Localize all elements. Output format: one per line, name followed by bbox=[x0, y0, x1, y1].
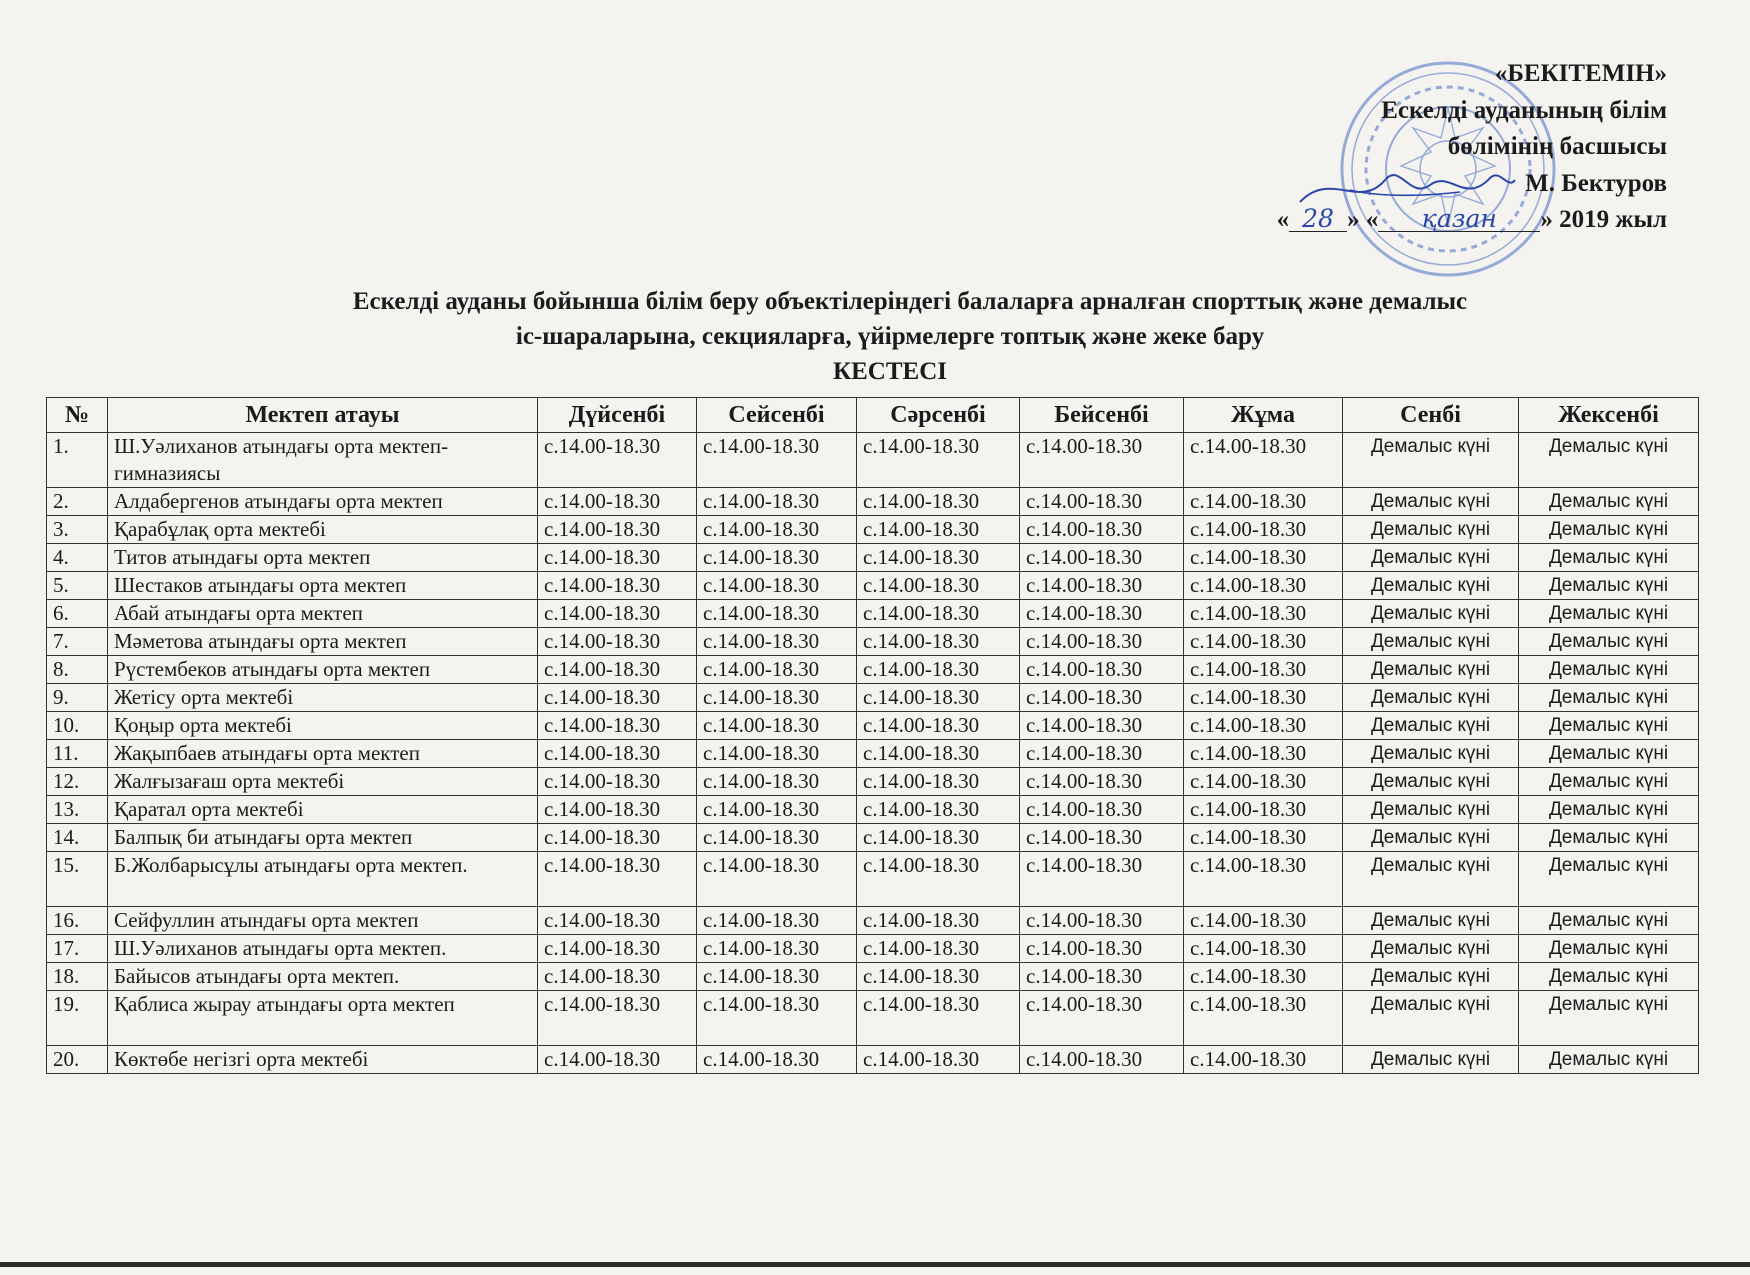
table-row bbox=[47, 768, 1699, 796]
document-title bbox=[0, 284, 1750, 389]
wednesday-time: с.14.00-18.30 bbox=[857, 1046, 1020, 1074]
thursday-time: с.14.00-18.30 bbox=[1020, 712, 1184, 740]
friday-time: с.14.00-18.30 bbox=[1184, 544, 1343, 572]
thursday-time: с.14.00-18.30 bbox=[1020, 824, 1184, 852]
monday-time: с.14.00-18.30 bbox=[538, 991, 697, 1046]
table-row bbox=[47, 1046, 1699, 1074]
thursday-time: с.14.00-18.30 bbox=[1020, 935, 1184, 963]
table-body bbox=[47, 433, 1699, 1074]
thursday-time: с.14.00-18.30 bbox=[1020, 907, 1184, 935]
date-day: 28 bbox=[1289, 207, 1347, 232]
tuesday-time: с.14.00-18.30 bbox=[697, 824, 857, 852]
saturday-status: Демалыс күні bbox=[1343, 907, 1519, 935]
approval-heading: «БЕКІТЕМІН» bbox=[1494, 60, 1667, 87]
tuesday-time: с.14.00-18.30 bbox=[697, 963, 857, 991]
saturday-status: Демалыс күні bbox=[1343, 684, 1519, 712]
row-number: 20. bbox=[47, 1046, 108, 1074]
wednesday-time: с.14.00-18.30 bbox=[857, 572, 1020, 600]
school-name: Шестаков атындағы орта мектеп bbox=[108, 572, 538, 600]
school-name: Қоңыр орта мектебі bbox=[108, 712, 538, 740]
wednesday-time: с.14.00-18.30 bbox=[857, 600, 1020, 628]
saturday-status: Демалыс күні bbox=[1343, 991, 1519, 1046]
school-name: Балпық би атындағы орта мектеп bbox=[108, 824, 538, 852]
school-name: Мәметова атындағы орта мектеп bbox=[108, 628, 538, 656]
table-row bbox=[47, 907, 1699, 935]
wednesday-time: с.14.00-18.30 bbox=[857, 991, 1020, 1046]
tuesday-time: с.14.00-18.30 bbox=[697, 740, 857, 768]
table-row bbox=[47, 433, 1699, 488]
wednesday-time: с.14.00-18.30 bbox=[857, 433, 1020, 488]
monday-time: с.14.00-18.30 bbox=[538, 656, 697, 684]
sunday-status: Демалыс күні bbox=[1519, 712, 1699, 740]
monday-time: с.14.00-18.30 bbox=[538, 768, 697, 796]
wednesday-time: с.14.00-18.30 bbox=[857, 656, 1020, 684]
friday-time: с.14.00-18.30 bbox=[1184, 824, 1343, 852]
title-line-2: іс-шараларына, секцияларға, үйірмелерге топтық және жеке бару bbox=[515, 323, 1265, 350]
saturday-status: Демалыс күні bbox=[1343, 656, 1519, 684]
row-number: 19. bbox=[47, 991, 108, 1046]
sunday-status: Демалыс күні bbox=[1519, 656, 1699, 684]
table-row bbox=[47, 544, 1699, 572]
table-row bbox=[47, 516, 1699, 544]
monday-time: с.14.00-18.30 bbox=[538, 740, 697, 768]
sunday-status: Демалыс күні bbox=[1519, 572, 1699, 600]
school-name: Қаратал орта мектебі bbox=[108, 796, 538, 824]
approval-line-position: бөлімінің басшысы bbox=[1447, 133, 1667, 160]
monday-time: с.14.00-18.30 bbox=[538, 516, 697, 544]
saturday-status: Демалыс күні bbox=[1343, 935, 1519, 963]
header-cell: Сенбі bbox=[1343, 398, 1519, 433]
friday-time: с.14.00-18.30 bbox=[1184, 991, 1343, 1046]
friday-time: с.14.00-18.30 bbox=[1184, 488, 1343, 516]
monday-time: с.14.00-18.30 bbox=[538, 600, 697, 628]
row-number: 13. bbox=[47, 796, 108, 824]
thursday-time: с.14.00-18.30 bbox=[1020, 852, 1184, 907]
row-number: 16. bbox=[47, 907, 108, 935]
friday-time: с.14.00-18.30 bbox=[1184, 935, 1343, 963]
sunday-status: Демалыс күні bbox=[1519, 768, 1699, 796]
header-cell: Жексенбі bbox=[1519, 398, 1699, 433]
monday-time: с.14.00-18.30 bbox=[538, 488, 697, 516]
sunday-status: Демалыс күні bbox=[1519, 544, 1699, 572]
sunday-status: Демалыс күні bbox=[1519, 991, 1699, 1046]
approval-signatory: М. Бектуров bbox=[1525, 169, 1667, 197]
header-cell: Жұма bbox=[1184, 398, 1343, 433]
thursday-time: с.14.00-18.30 bbox=[1020, 991, 1184, 1046]
tuesday-time: с.14.00-18.30 bbox=[697, 712, 857, 740]
friday-time: с.14.00-18.30 bbox=[1184, 433, 1343, 488]
sunday-status: Демалыс күні bbox=[1519, 628, 1699, 656]
sunday-status: Демалыс күні bbox=[1519, 796, 1699, 824]
header-cell: Мектеп атауы bbox=[108, 398, 538, 433]
sunday-status: Демалыс күні bbox=[1519, 852, 1699, 907]
wednesday-time: с.14.00-18.30 bbox=[857, 516, 1020, 544]
wednesday-time: с.14.00-18.30 bbox=[857, 628, 1020, 656]
school-name: Жалғызағаш орта мектебі bbox=[108, 768, 538, 796]
header-cell: Сейсенбі bbox=[697, 398, 857, 433]
school-name: Көктөбе негізгі орта мектебі bbox=[108, 1046, 538, 1074]
tuesday-time: с.14.00-18.30 bbox=[697, 516, 857, 544]
row-number: 3. bbox=[47, 516, 108, 544]
table-header-row bbox=[47, 398, 1699, 433]
school-name: Сейфуллин атындағы орта мектеп bbox=[108, 907, 538, 935]
row-number: 14. bbox=[47, 824, 108, 852]
table-row bbox=[47, 740, 1699, 768]
friday-time: с.14.00-18.30 bbox=[1184, 516, 1343, 544]
title-line-1: Ескелді ауданы бойынша білім беру объектілеріндегі балаларға арналған спорттық және демалыс bbox=[352, 288, 1468, 315]
thursday-time: с.14.00-18.30 bbox=[1020, 656, 1184, 684]
monday-time: с.14.00-18.30 bbox=[538, 824, 697, 852]
thursday-time: с.14.00-18.30 bbox=[1020, 433, 1184, 488]
wednesday-time: с.14.00-18.30 bbox=[857, 907, 1020, 935]
monday-time: с.14.00-18.30 bbox=[538, 712, 697, 740]
friday-time: с.14.00-18.30 bbox=[1184, 907, 1343, 935]
saturday-status: Демалыс күні bbox=[1343, 600, 1519, 628]
tuesday-time: с.14.00-18.30 bbox=[697, 488, 857, 516]
sunday-status: Демалыс күні bbox=[1519, 963, 1699, 991]
table-row bbox=[47, 656, 1699, 684]
sunday-status: Демалыс күні bbox=[1519, 433, 1699, 488]
wednesday-time: с.14.00-18.30 bbox=[857, 796, 1020, 824]
approval-line-department: Ескелді ауданының білім bbox=[1381, 96, 1667, 124]
table-row bbox=[47, 600, 1699, 628]
thursday-time: с.14.00-18.30 bbox=[1020, 963, 1184, 991]
monday-time: с.14.00-18.30 bbox=[538, 628, 697, 656]
friday-time: с.14.00-18.30 bbox=[1184, 1046, 1343, 1074]
saturday-status: Демалыс күні bbox=[1343, 712, 1519, 740]
friday-time: с.14.00-18.30 bbox=[1184, 740, 1343, 768]
saturday-status: Демалыс күні bbox=[1343, 572, 1519, 600]
monday-time: с.14.00-18.30 bbox=[538, 572, 697, 600]
thursday-time: с.14.00-18.30 bbox=[1020, 572, 1184, 600]
school-name: Б.Жолбарысұлы атындағы орта мектеп. bbox=[108, 852, 538, 907]
friday-time: с.14.00-18.30 bbox=[1184, 628, 1343, 656]
saturday-status: Демалыс күні bbox=[1343, 433, 1519, 488]
table-row bbox=[47, 852, 1699, 907]
tuesday-time: с.14.00-18.30 bbox=[697, 991, 857, 1046]
school-name: Қаблиса жырау атындағы орта мектеп bbox=[108, 991, 538, 1046]
wednesday-time: с.14.00-18.30 bbox=[857, 963, 1020, 991]
sunday-status: Демалыс күні bbox=[1519, 740, 1699, 768]
row-number: 8. bbox=[47, 656, 108, 684]
friday-time: с.14.00-18.30 bbox=[1184, 796, 1343, 824]
approval-block bbox=[1107, 56, 1667, 239]
row-number: 10. bbox=[47, 712, 108, 740]
table-row bbox=[47, 796, 1699, 824]
row-number: 1. bbox=[47, 433, 108, 488]
row-number: 5. bbox=[47, 572, 108, 600]
tuesday-time: с.14.00-18.30 bbox=[697, 796, 857, 824]
monday-time: с.14.00-18.30 bbox=[538, 433, 697, 488]
friday-time: с.14.00-18.30 bbox=[1184, 572, 1343, 600]
row-number: 17. bbox=[47, 935, 108, 963]
wednesday-time: с.14.00-18.30 bbox=[857, 824, 1020, 852]
wednesday-time: с.14.00-18.30 bbox=[857, 488, 1020, 516]
header-cell: Дүйсенбі bbox=[538, 398, 697, 433]
tuesday-time: с.14.00-18.30 bbox=[697, 907, 857, 935]
wednesday-time: с.14.00-18.30 bbox=[857, 768, 1020, 796]
friday-time: с.14.00-18.30 bbox=[1184, 963, 1343, 991]
date-year: » 2019 жыл bbox=[1540, 206, 1667, 233]
saturday-status: Демалыс күні bbox=[1343, 824, 1519, 852]
monday-time: с.14.00-18.30 bbox=[538, 963, 697, 991]
row-number: 12. bbox=[47, 768, 108, 796]
saturday-status: Демалыс күні bbox=[1343, 628, 1519, 656]
row-number: 6. bbox=[47, 600, 108, 628]
wednesday-time: с.14.00-18.30 bbox=[857, 740, 1020, 768]
row-number: 15. bbox=[47, 852, 108, 907]
row-number: 7. bbox=[47, 628, 108, 656]
thursday-time: с.14.00-18.30 bbox=[1020, 684, 1184, 712]
sunday-status: Демалыс күні bbox=[1519, 935, 1699, 963]
thursday-time: с.14.00-18.30 bbox=[1020, 740, 1184, 768]
friday-time: с.14.00-18.30 bbox=[1184, 852, 1343, 907]
table-row bbox=[47, 488, 1699, 516]
title-line-3: КЕСТЕСІ bbox=[833, 358, 947, 385]
row-number: 9. bbox=[47, 684, 108, 712]
scan-edge-divider bbox=[0, 1262, 1750, 1267]
monday-time: с.14.00-18.30 bbox=[538, 1046, 697, 1074]
wednesday-time: с.14.00-18.30 bbox=[857, 935, 1020, 963]
date-month: қазан bbox=[1378, 207, 1540, 232]
school-name: Рүстембеков атындағы орта мектеп bbox=[108, 656, 538, 684]
school-name: Байысов атындағы орта мектеп. bbox=[108, 963, 538, 991]
table-row bbox=[47, 684, 1699, 712]
tuesday-time: с.14.00-18.30 bbox=[697, 628, 857, 656]
friday-time: с.14.00-18.30 bbox=[1184, 600, 1343, 628]
sunday-status: Демалыс күні bbox=[1519, 824, 1699, 852]
table-row bbox=[47, 991, 1699, 1046]
saturday-status: Демалыс күні bbox=[1343, 1046, 1519, 1074]
saturday-status: Демалыс күні bbox=[1343, 516, 1519, 544]
friday-time: с.14.00-18.30 bbox=[1184, 712, 1343, 740]
school-name: Титов атындағы орта мектеп bbox=[108, 544, 538, 572]
thursday-time: с.14.00-18.30 bbox=[1020, 544, 1184, 572]
saturday-status: Демалыс күні bbox=[1343, 768, 1519, 796]
row-number: 2. bbox=[47, 488, 108, 516]
schedule-table bbox=[46, 397, 1699, 1074]
saturday-status: Демалыс күні bbox=[1343, 796, 1519, 824]
sunday-status: Демалыс күні bbox=[1519, 1046, 1699, 1074]
thursday-time: с.14.00-18.30 bbox=[1020, 768, 1184, 796]
table-row bbox=[47, 824, 1699, 852]
table-row bbox=[47, 628, 1699, 656]
school-name: Жетісу орта мектебі bbox=[108, 684, 538, 712]
school-name: Абай атындағы орта мектеп bbox=[108, 600, 538, 628]
monday-time: с.14.00-18.30 bbox=[538, 852, 697, 907]
school-name: Жақыпбаев атындағы орта мектеп bbox=[108, 740, 538, 768]
monday-time: с.14.00-18.30 bbox=[538, 907, 697, 935]
thursday-time: с.14.00-18.30 bbox=[1020, 488, 1184, 516]
wednesday-time: с.14.00-18.30 bbox=[857, 544, 1020, 572]
tuesday-time: с.14.00-18.30 bbox=[697, 544, 857, 572]
monday-time: с.14.00-18.30 bbox=[538, 796, 697, 824]
tuesday-time: с.14.00-18.30 bbox=[697, 768, 857, 796]
sunday-status: Демалыс күні bbox=[1519, 684, 1699, 712]
school-name: Қарабұлақ орта мектебі bbox=[108, 516, 538, 544]
sunday-status: Демалыс күні bbox=[1519, 488, 1699, 516]
thursday-time: с.14.00-18.30 bbox=[1020, 628, 1184, 656]
friday-time: с.14.00-18.30 bbox=[1184, 684, 1343, 712]
header-cell: Бейсенбі bbox=[1020, 398, 1184, 433]
sunday-status: Демалыс күні bbox=[1519, 516, 1699, 544]
approval-date bbox=[1107, 202, 1667, 239]
monday-time: с.14.00-18.30 bbox=[538, 684, 697, 712]
wednesday-time: с.14.00-18.30 bbox=[857, 852, 1020, 907]
thursday-time: с.14.00-18.30 bbox=[1020, 516, 1184, 544]
sunday-status: Демалыс күні bbox=[1519, 907, 1699, 935]
header-cell: Сәрсенбі bbox=[857, 398, 1020, 433]
row-number: 18. bbox=[47, 963, 108, 991]
date-mid: » « bbox=[1347, 206, 1379, 233]
thursday-time: с.14.00-18.30 bbox=[1020, 1046, 1184, 1074]
saturday-status: Демалыс күні bbox=[1343, 488, 1519, 516]
saturday-status: Демалыс күні bbox=[1343, 740, 1519, 768]
tuesday-time: с.14.00-18.30 bbox=[697, 656, 857, 684]
tuesday-time: с.14.00-18.30 bbox=[697, 600, 857, 628]
wednesday-time: с.14.00-18.30 bbox=[857, 712, 1020, 740]
sunday-status: Демалыс күні bbox=[1519, 600, 1699, 628]
header-cell: № bbox=[47, 398, 108, 433]
tuesday-time: с.14.00-18.30 bbox=[697, 572, 857, 600]
school-name: Алдабергенов атындағы орта мектеп bbox=[108, 488, 538, 516]
row-number: 11. bbox=[47, 740, 108, 768]
monday-time: с.14.00-18.30 bbox=[538, 544, 697, 572]
table-row bbox=[47, 572, 1699, 600]
school-name: Ш.Уәлиханов атындағы орта мектеп. bbox=[108, 935, 538, 963]
table-row bbox=[47, 963, 1699, 991]
friday-time: с.14.00-18.30 bbox=[1184, 768, 1343, 796]
table-row bbox=[47, 712, 1699, 740]
tuesday-time: с.14.00-18.30 bbox=[697, 1046, 857, 1074]
row-number: 4. bbox=[47, 544, 108, 572]
saturday-status: Демалыс күні bbox=[1343, 963, 1519, 991]
tuesday-time: с.14.00-18.30 bbox=[697, 935, 857, 963]
wednesday-time: с.14.00-18.30 bbox=[857, 684, 1020, 712]
thursday-time: с.14.00-18.30 bbox=[1020, 600, 1184, 628]
thursday-time: с.14.00-18.30 bbox=[1020, 796, 1184, 824]
tuesday-time: с.14.00-18.30 bbox=[697, 852, 857, 907]
tuesday-time: с.14.00-18.30 bbox=[697, 433, 857, 488]
saturday-status: Демалыс күні bbox=[1343, 544, 1519, 572]
date-open-quote: « bbox=[1276, 206, 1290, 233]
table-row bbox=[47, 935, 1699, 963]
school-name: Ш.Уәлиханов атындағы орта мектеп-гимназиясы bbox=[108, 433, 538, 488]
monday-time: с.14.00-18.30 bbox=[538, 935, 697, 963]
saturday-status: Демалыс күні bbox=[1343, 852, 1519, 907]
tuesday-time: с.14.00-18.30 bbox=[697, 684, 857, 712]
friday-time: с.14.00-18.30 bbox=[1184, 656, 1343, 684]
